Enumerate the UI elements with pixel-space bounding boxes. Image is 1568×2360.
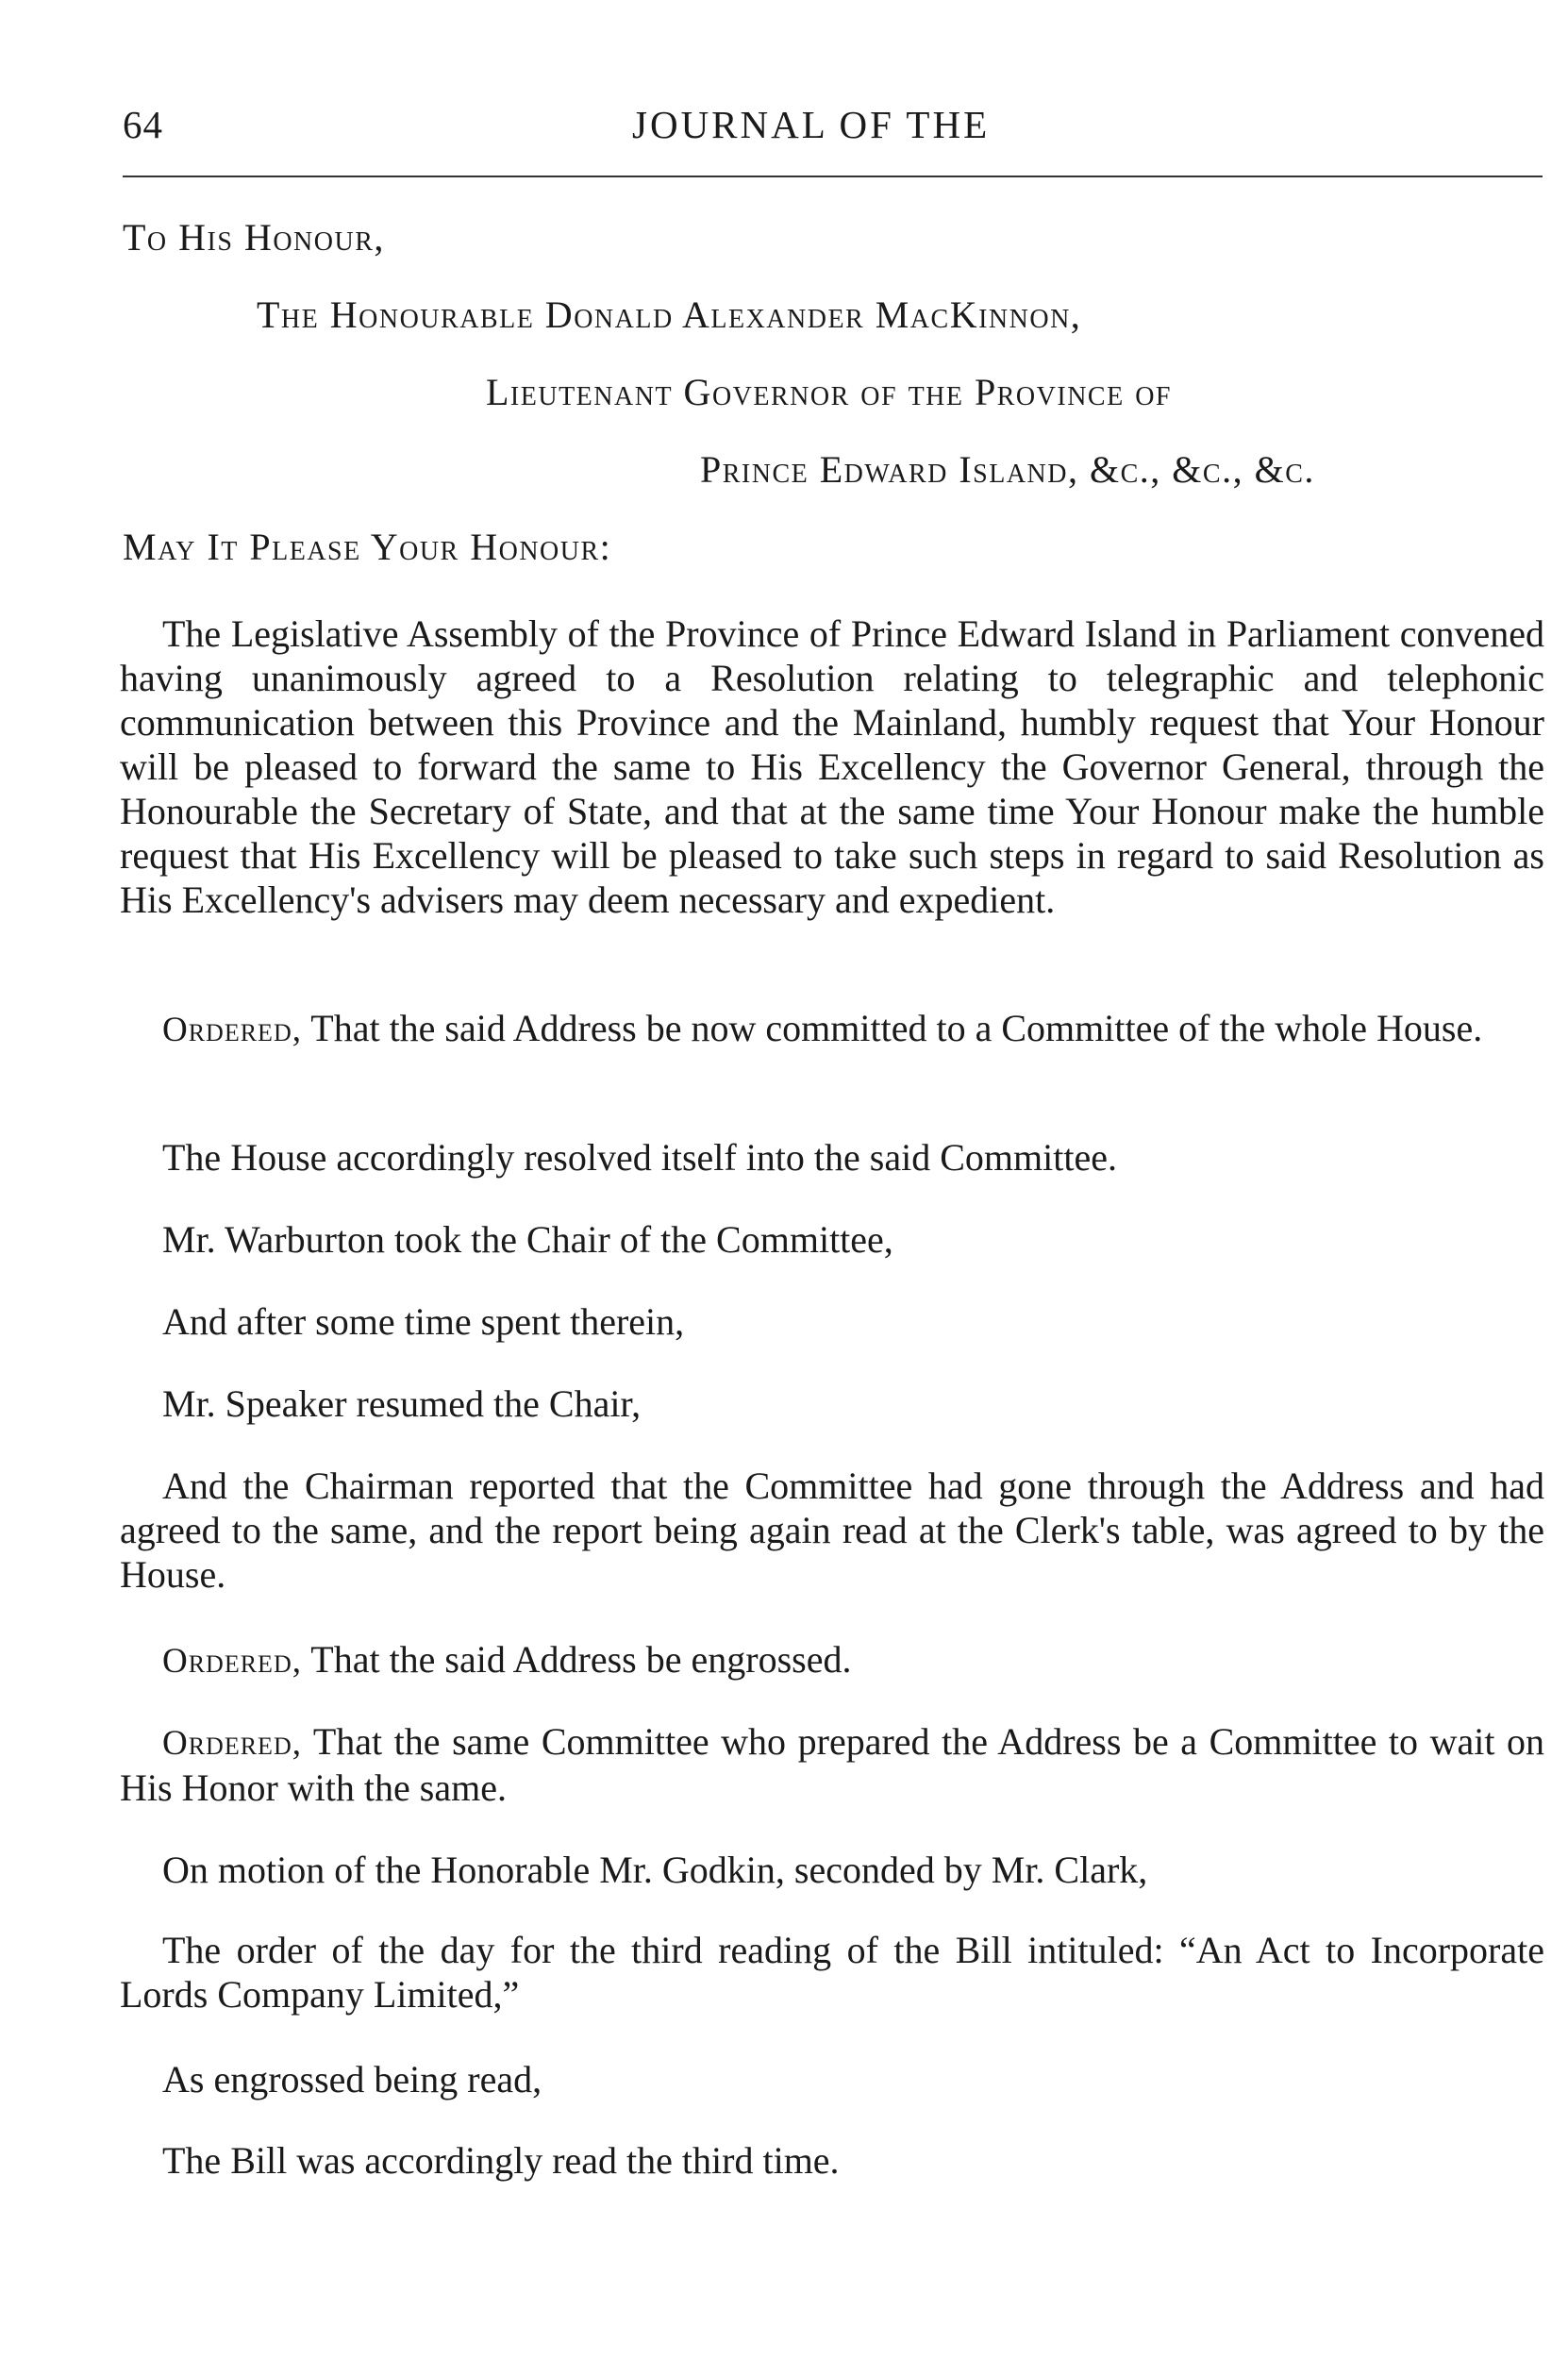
address-title: Lieutenant Governor of the Province of (486, 371, 1172, 413)
address-opening: May It Please Your Honour: (123, 526, 612, 568)
speaker-resumed-line: Mr. Speaker resumed the Chair, (162, 1382, 642, 1425)
ordered-committed-text (120, 1006, 1544, 1052)
address-body-paragraph (120, 611, 1544, 922)
time-spent-line: And after some time spent therein, (162, 1300, 685, 1343)
house-resolved-line: The House accordingly resolved itself into the said Committee. (162, 1136, 1117, 1179)
running-title: JOURNAL OF THE (632, 103, 991, 146)
ordered-label: Ordered, (162, 1011, 302, 1049)
address-place: Prince Edward Island, &c., &c., &c. (700, 448, 1315, 491)
ordered-label: Ordered, (162, 1642, 302, 1681)
order-of-day-text: The order of the day for the third reading of the Bill intituled: “An Act to Incorporate Lords Company Limited,” (120, 1929, 1544, 2016)
ordered-label: Ordered, (162, 1724, 302, 1763)
motion-line: On motion of the Honorable Mr. Godkin, seconded by Mr. Clark, (162, 1849, 1148, 1891)
page-number: 64 (123, 103, 163, 146)
ordered-wait-body: That the same Committee who prepared the Address be a Committee to wait on His Honor with the same. (120, 1720, 1544, 1809)
page-header (123, 102, 1538, 159)
ordered-engrossed-text (120, 1637, 1544, 1683)
ordered-wait-paragraph (120, 1719, 1544, 1810)
ordered-committed-body: That the said Address be now committed to a Committee of the whole House. (301, 1007, 1483, 1049)
chairman-reported-text: And the Chairman reported that the Committee had gone through the Address and had agreed to the same, and the report being again read at the Clerk's table, was agreed to by the House. (120, 1465, 1544, 1596)
ordered-engrossed-body: That the said Address be engrossed. (301, 1638, 852, 1681)
ordered-committed-paragraph (120, 1006, 1544, 1052)
address-salutation: To His Honour, (123, 216, 385, 259)
ordered-wait-text (120, 1719, 1544, 1810)
address-body-text: The Legislative Assembly of the Province of Prince Edward Island in Parliament convened having unanimously agreed to a Resolution relating to telegraphic and telephonic communication between this Province and the Mainland, humbly request that Your Honour will be pleased to forward the same to His Excellency the Governor General, through the Honourable the Secretary of State, and that at the same time Your Honour make the humble request that His Excellency will be pleased to take such steps in regard to said Resolution as His Excellency's advisers may deem necessary and expedient. (120, 612, 1544, 921)
address-name: The Honourable Donald Alexander MacKinnon, (257, 293, 1082, 336)
bill-read-line: The Bill was accordingly read the third time. (162, 2139, 840, 2182)
warburton-line: Mr. Warburton took the Chair of the Committee, (162, 1218, 893, 1261)
engrossed-read-line: As engrossed being read, (162, 2058, 542, 2101)
header-rule (123, 176, 1543, 177)
order-of-day-paragraph (120, 1928, 1544, 2017)
chairman-reported-paragraph (120, 1464, 1544, 1597)
ordered-engrossed-paragraph (120, 1637, 1544, 1683)
